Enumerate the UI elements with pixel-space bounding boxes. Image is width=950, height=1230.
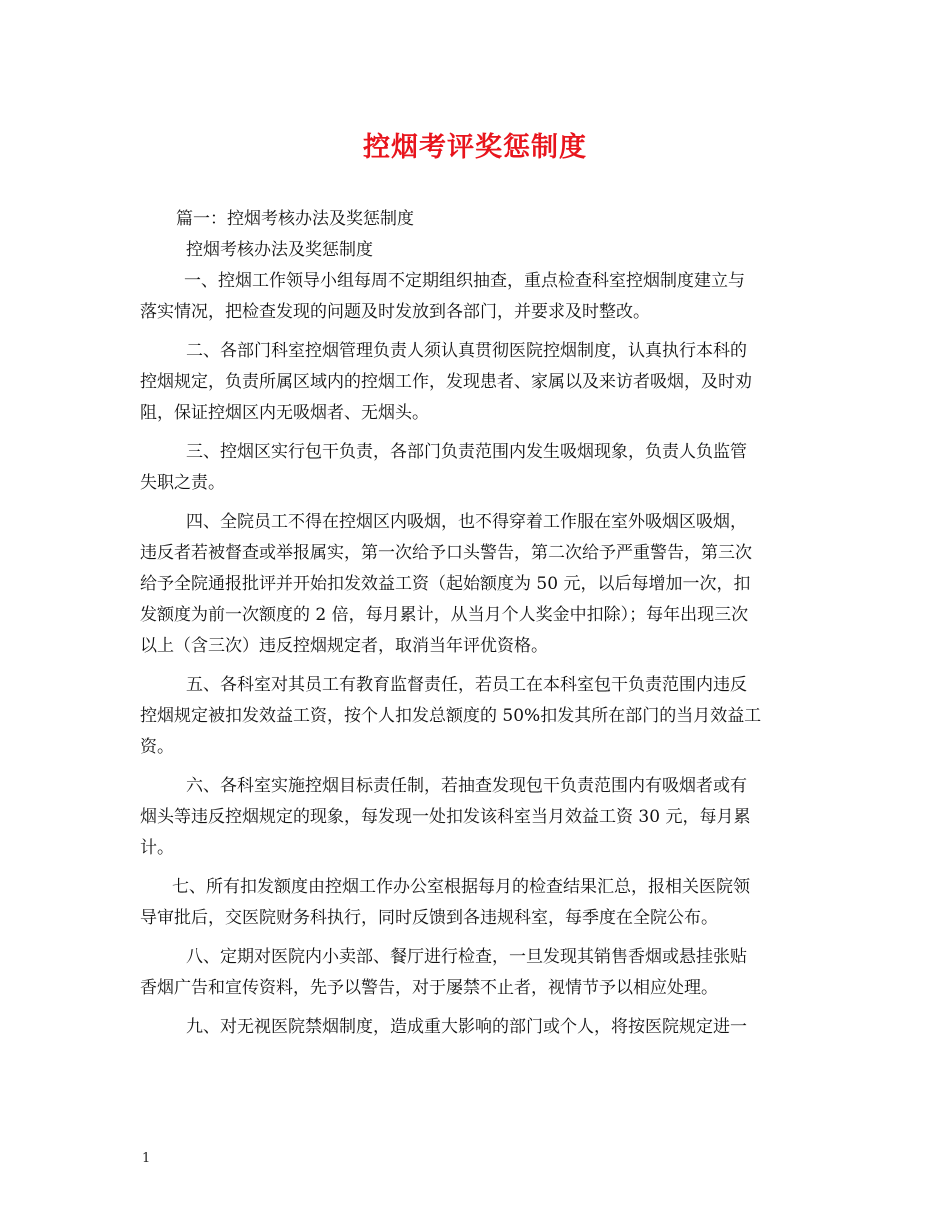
- document-body: [140, 204, 812, 1043]
- paragraph-line: 六、各科室实施控烟目标责任制，若抽查发现包干负责范围内有吸烟者或有: [186, 776, 747, 796]
- paragraph-line: 资。: [140, 737, 174, 757]
- section-heading: 篇一：控烟考核办法及奖惩制度: [176, 209, 414, 229]
- paragraph-line: 三、控烟区实行包干负责，各部门负责范围内发生吸烟现象，负责人负监管: [186, 442, 747, 462]
- paragraph-7: [140, 872, 812, 934]
- paragraph-line: 烟头等违反控烟规定的现象，每发现一处扣发该科室当月效益工资 30 元，每月累: [140, 807, 751, 827]
- paragraph-line: 以上（含三次）违反控烟规定者，取消当年评优资格。: [140, 636, 548, 656]
- paragraph-6: [140, 771, 812, 864]
- paragraph-2: [140, 336, 812, 429]
- paragraph-line: 控烟规定被扣发效益工资，按个人扣发总额度的 50%扣发其所在部门的当月效益工: [140, 706, 762, 726]
- paragraph-line: 九、对无视医院禁烟制度，造成重大影响的部门或个人，将按医院规定进一: [186, 1017, 747, 1037]
- page-number: 1: [142, 1151, 151, 1166]
- paragraph-line: 发额度为前一次额度的 2 倍，每月累计，从当月个人奖金中扣除）；每年出现三次: [140, 605, 749, 625]
- paragraph-line: 一、控烟工作领导小组每周不定期组织抽查，重点检查科室控烟制度建立与: [184, 271, 745, 291]
- paragraph-1: [140, 266, 812, 328]
- paragraph-line: 失职之责。: [140, 473, 225, 493]
- paragraph-9: [140, 1012, 812, 1043]
- paragraph-line: 八、定期对医院内小卖部、餐厅进行检查，一旦发现其销售香烟或悬挂张贴: [186, 947, 747, 967]
- paragraph-line: 香烟广告和宣传资料，先予以警告，对于屡禁不止者，视情节予以相应处理。: [140, 978, 718, 998]
- paragraph-5: [140, 670, 812, 763]
- paragraph-3: [140, 437, 812, 499]
- paragraph-line: 导审批后，交医院财务科执行，同时反馈到各违规科室，每季度在全院公布。: [140, 908, 718, 928]
- paragraph-line: 给予全院通报批评并开始扣发效益工资（起始额度为 50 元，以后每增加一次，扣: [140, 574, 751, 594]
- paragraph-8: [140, 942, 812, 1004]
- document-title: 控烟考评奖惩制度: [363, 132, 587, 163]
- paragraph-line: 五、各科室对其员工有教育监督责任，若员工在本科室包干负责范围内违反: [186, 675, 747, 695]
- paragraph-line: 控烟规定，负责所属区域内的控烟工作，发现患者、家属以及来访者吸烟，及时劝: [140, 372, 752, 392]
- paragraph-line: 四、全院员工不得在控烟区内吸烟，也不得穿着工作服在室外吸烟区吸烟，: [186, 512, 747, 532]
- subheading: 控烟考核办法及奖惩制度: [186, 240, 373, 260]
- paragraph-line: 阻，保证控烟区内无吸烟者、无烟头。: [140, 403, 429, 423]
- paragraph-line: 七、所有扣发额度由控烟工作办公室根据每月的检查结果汇总，报相关医院领: [172, 877, 750, 897]
- paragraph-line: 二、各部门科室控烟管理负责人须认真贯彻医院控烟制度，认真执行本科的: [186, 341, 747, 361]
- paragraph-line: 落实情况，把检查发现的问题及时发放到各部门，并要求及时整改。: [140, 302, 650, 322]
- paragraph-line: 计。: [140, 838, 174, 858]
- paragraph-4: [140, 507, 812, 662]
- paragraph-line: 违反者若被督查或举报属实，第一次给予口头警告，第二次给予严重警告，第三次: [140, 543, 752, 563]
